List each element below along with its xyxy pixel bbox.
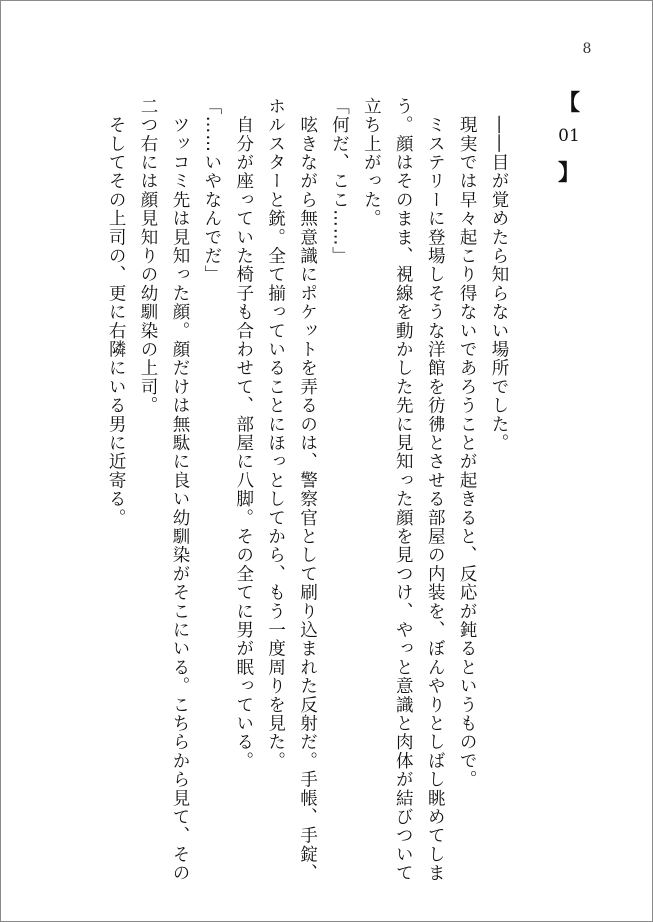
body-text [99,97,514,887]
paragraph: 自分が座っていた椅子も合わせて、部屋に八脚。その全てに男が眠っている。 [233,97,254,771]
chapter-heading [554,93,584,185]
page-number: 8 [582,41,592,57]
dialogue-line: 「……いやなんでだ」 [201,97,222,284]
paragraph: 呟きながら無意識にポケットを弄るのは、警察官として刷り込まれた反射だ。手帳、手錠、ホルスターと銃。全て揃っていることにほっとしてから、もう一度周りを見た。 [265,97,318,883]
chapter-number: 01 [558,126,580,146]
chapter-bracket-open: 【 [557,91,580,116]
chapter-bracket-close: 】 [557,161,580,186]
paragraph: ――目が覚めたら知らない場所でした。 [489,97,509,453]
paragraph: ツッコミ先は見知った顔。顔だけは無駄に良い幼馴染がそこにいる。こちらから見て、その二つ右には顔見知りの幼馴染の上司。 [138,97,190,883]
paragraph: そしてその上司の、更に右隣にいる男に近寄る。 [106,97,127,528]
paragraph: ミステリーに登場しそうな洋館を彷彿とさせる部屋の内装を、ぼんやりとしばし眺めてしまう。顔はそのまま、視線を動かした先に見知った顔を見つけ、やっと意識と肉体が結びついて立ち上がった。 [361,97,446,883]
dialogue-line: 「何だ、ここ……」 [329,97,350,266]
paragraph: 現実では早々起こり得ないであろうことが起きると、反応が鈍るというもので。 [457,97,478,789]
